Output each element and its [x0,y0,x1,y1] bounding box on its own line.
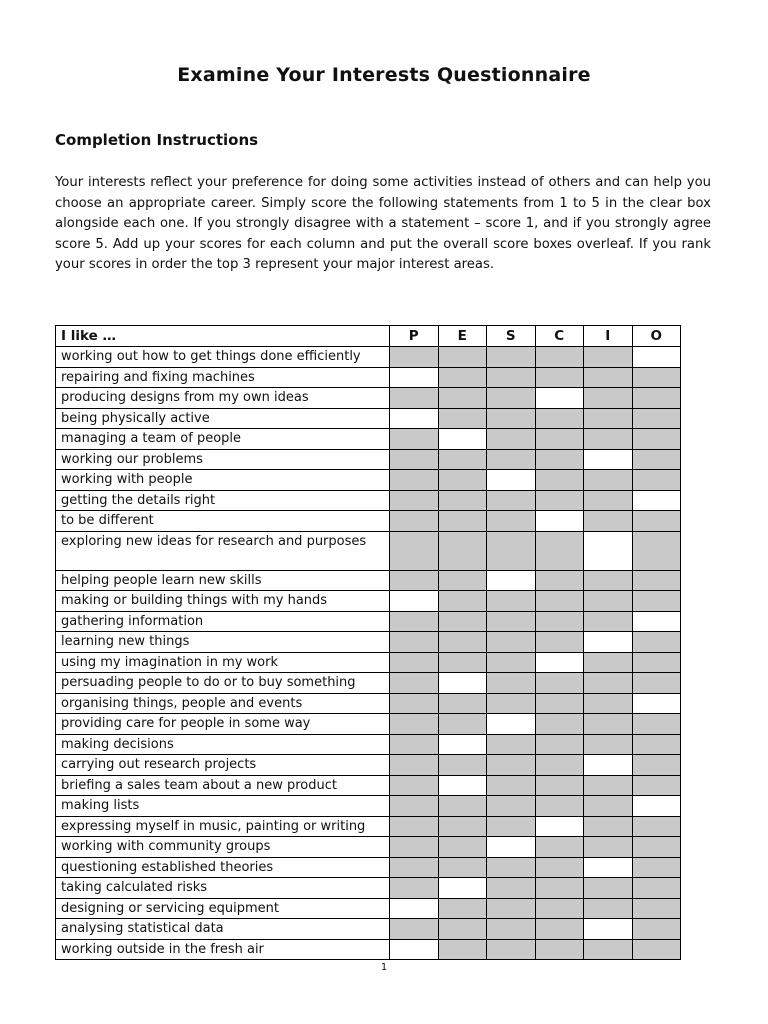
shaded-box-o [632,919,681,940]
shaded-box-c [535,408,584,429]
shaded-box-e [438,939,487,960]
table-row [56,611,681,632]
shaded-box-o [632,878,681,899]
score-box-e[interactable] [438,878,487,899]
shaded-box-s [487,693,536,714]
score-box-o[interactable] [632,693,681,714]
statement-cell: gathering information [56,611,390,632]
statement-cell: making decisions [56,734,390,755]
shaded-box-p [390,490,439,511]
shaded-box-o [632,429,681,450]
score-box-c[interactable] [535,511,584,532]
shaded-box-s [487,775,536,796]
shaded-box-s [487,490,536,511]
shaded-box-c [535,755,584,776]
column-header-p: P [390,326,439,347]
table-row [56,591,681,612]
statement-cell: learning new things [56,632,390,653]
score-box-i[interactable] [584,531,633,570]
statement-cell: providing care for people in some way [56,714,390,735]
shaded-box-c [535,919,584,940]
shaded-box-p [390,632,439,653]
score-box-c[interactable] [535,816,584,837]
shaded-box-c [535,367,584,388]
statement-cell: persuading people to do or to buy something [56,673,390,694]
instructions-heading: Completion Instructions [55,131,259,149]
shaded-box-o [632,898,681,919]
shaded-box-p [390,570,439,591]
shaded-box-s [487,857,536,878]
shaded-box-s [487,531,536,570]
shaded-box-i [584,511,633,532]
table-body [56,347,681,960]
column-header-e: E [438,326,487,347]
shaded-box-p [390,470,439,491]
score-box-s[interactable] [487,714,536,735]
statement-cell: exploring new ideas for research and purposes [56,531,390,570]
shaded-box-i [584,591,633,612]
score-box-p[interactable] [390,898,439,919]
statement-cell: working with people [56,470,390,491]
shaded-box-o [632,652,681,673]
shaded-box-e [438,449,487,470]
score-box-c[interactable] [535,652,584,673]
shaded-box-p [390,693,439,714]
shaded-box-i [584,898,633,919]
statement-cell: working our problems [56,449,390,470]
shaded-box-p [390,449,439,470]
shaded-box-c [535,347,584,368]
shaded-box-c [535,714,584,735]
shaded-box-i [584,939,633,960]
shaded-box-o [632,531,681,570]
table-row [56,734,681,755]
shaded-box-o [632,408,681,429]
table-row [56,531,681,570]
score-box-i[interactable] [584,449,633,470]
shaded-box-e [438,632,487,653]
shaded-box-e [438,714,487,735]
score-box-s[interactable] [487,470,536,491]
column-header-o: O [632,326,681,347]
shaded-box-e [438,611,487,632]
shaded-box-s [487,347,536,368]
statement-cell: to be different [56,511,390,532]
instructions-text: Your interests reflect your preference for doing some activities instead of others and can help you choose an appropriate career. Simply score the following statements from 1 to 5 in the clear box alongside each one. If you strongly disagree with a statement – score 1, and if you strongly agree score 5. Add up your scores for each column and put the overall score boxes overleaf. If you rank your scores in order the top 3 represent your major interest areas. [55,175,711,273]
shaded-box-o [632,591,681,612]
statement-cell: helping people learn new skills [56,570,390,591]
shaded-box-e [438,511,487,532]
shaded-box-c [535,429,584,450]
statement-cell: organising things, people and events [56,693,390,714]
shaded-box-e [438,347,487,368]
shaded-box-o [632,734,681,755]
shaded-box-s [487,388,536,409]
shaded-box-p [390,816,439,837]
shaded-box-i [584,796,633,817]
shaded-box-c [535,570,584,591]
statement-cell: taking calculated risks [56,878,390,899]
shaded-box-s [487,591,536,612]
statement-cell: making or building things with my hands [56,591,390,612]
shaded-box-o [632,511,681,532]
shaded-box-s [487,919,536,940]
statement-cell: designing or servicing equipment [56,898,390,919]
score-box-o[interactable] [632,611,681,632]
column-header-c: C [535,326,584,347]
score-box-p[interactable] [390,367,439,388]
table-row [56,796,681,817]
table-row [56,693,681,714]
shaded-box-c [535,591,584,612]
shaded-box-c [535,673,584,694]
shaded-box-e [438,857,487,878]
shaded-box-i [584,878,633,899]
score-box-p[interactable] [390,408,439,429]
score-box-p[interactable] [390,939,439,960]
score-box-e[interactable] [438,734,487,755]
statement-cell: briefing a sales team about a new product [56,775,390,796]
shaded-box-s [487,511,536,532]
shaded-box-e [438,796,487,817]
table-header-row [56,326,681,347]
shaded-box-p [390,531,439,570]
score-box-i[interactable] [584,755,633,776]
shaded-box-e [438,367,487,388]
shaded-box-p [390,714,439,735]
shaded-box-p [390,919,439,940]
shaded-box-i [584,429,633,450]
shaded-box-c [535,878,584,899]
table-row [56,939,681,960]
table-row [56,470,681,491]
shaded-box-p [390,652,439,673]
score-box-p[interactable] [390,591,439,612]
table-row [56,449,681,470]
shaded-box-e [438,591,487,612]
shaded-box-e [438,816,487,837]
shaded-box-c [535,898,584,919]
statement-column-header: I like … [56,326,390,347]
score-box-i[interactable] [584,632,633,653]
score-box-o[interactable] [632,796,681,817]
statement-cell: getting the details right [56,490,390,511]
shaded-box-c [535,775,584,796]
shaded-box-o [632,837,681,858]
shaded-box-c [535,734,584,755]
shaded-box-s [487,632,536,653]
shaded-box-e [438,470,487,491]
table-row [56,857,681,878]
shaded-box-i [584,673,633,694]
statement-cell: being physically active [56,408,390,429]
shaded-box-i [584,470,633,491]
score-box-e[interactable] [438,775,487,796]
score-box-o[interactable] [632,347,681,368]
table-row [56,347,681,368]
table-row [56,919,681,940]
shaded-box-e [438,898,487,919]
statement-cell: questioning established theories [56,857,390,878]
shaded-box-p [390,511,439,532]
shaded-box-i [584,490,633,511]
shaded-box-s [487,611,536,632]
table-row [56,429,681,450]
shaded-box-o [632,367,681,388]
statement-cell: working out how to get things done efficiently [56,347,390,368]
shaded-box-i [584,408,633,429]
score-box-s[interactable] [487,570,536,591]
shaded-box-i [584,734,633,755]
score-box-i[interactable] [584,919,633,940]
shaded-box-i [584,652,633,673]
shaded-box-o [632,388,681,409]
shaded-box-i [584,693,633,714]
shaded-box-c [535,939,584,960]
shaded-box-i [584,570,633,591]
table-row [56,673,681,694]
table-row [56,490,681,511]
statement-cell: managing a team of people [56,429,390,450]
statement-cell: carrying out research projects [56,755,390,776]
shaded-box-p [390,611,439,632]
statement-cell: working outside in the fresh air [56,939,390,960]
table-row [56,714,681,735]
score-box-s[interactable] [487,837,536,858]
shaded-box-o [632,775,681,796]
shaded-box-o [632,714,681,735]
statement-cell: making lists [56,796,390,817]
shaded-box-e [438,490,487,511]
table-row [56,367,681,388]
shaded-box-p [390,673,439,694]
table-row [56,632,681,653]
shaded-box-o [632,449,681,470]
shaded-box-o [632,939,681,960]
table-row [56,837,681,858]
shaded-box-i [584,388,633,409]
statement-cell: working with community groups [56,837,390,858]
shaded-box-o [632,470,681,491]
shaded-box-s [487,816,536,837]
shaded-box-s [487,449,536,470]
shaded-box-i [584,367,633,388]
shaded-box-c [535,837,584,858]
shaded-box-p [390,347,439,368]
shaded-box-s [487,734,536,755]
shaded-box-e [438,693,487,714]
score-box-o[interactable] [632,490,681,511]
shaded-box-c [535,693,584,714]
shaded-box-s [487,408,536,429]
shaded-box-i [584,837,633,858]
shaded-box-c [535,857,584,878]
table-row [56,570,681,591]
shaded-box-c [535,632,584,653]
shaded-box-s [487,898,536,919]
score-box-i[interactable] [584,857,633,878]
shaded-box-e [438,652,487,673]
interests-table [55,325,681,960]
shaded-box-s [487,755,536,776]
shaded-box-c [535,490,584,511]
statement-cell: using my imagination in my work [56,652,390,673]
shaded-box-e [438,531,487,570]
shaded-box-e [438,837,487,858]
column-header-s: S [487,326,536,347]
shaded-box-s [487,796,536,817]
statement-cell: expressing myself in music, painting or writing [56,816,390,837]
score-box-e[interactable] [438,673,487,694]
shaded-box-i [584,714,633,735]
score-box-e[interactable] [438,429,487,450]
shaded-box-c [535,470,584,491]
shaded-box-o [632,632,681,653]
page-title: Examine Your Interests Questionnaire [177,64,591,86]
shaded-box-e [438,570,487,591]
shaded-box-i [584,611,633,632]
shaded-box-p [390,837,439,858]
shaded-box-c [535,611,584,632]
shaded-box-o [632,755,681,776]
table-row [56,755,681,776]
shaded-box-p [390,775,439,796]
shaded-box-e [438,408,487,429]
table-row [56,816,681,837]
shaded-box-p [390,734,439,755]
table-row [56,898,681,919]
shaded-box-o [632,570,681,591]
shaded-box-s [487,673,536,694]
shaded-box-e [438,388,487,409]
shaded-box-o [632,857,681,878]
shaded-box-p [390,878,439,899]
score-box-c[interactable] [535,388,584,409]
shaded-box-s [487,429,536,450]
shaded-box-i [584,347,633,368]
table-row [56,775,681,796]
shaded-box-i [584,816,633,837]
shaded-box-e [438,919,487,940]
shaded-box-p [390,388,439,409]
shaded-box-c [535,531,584,570]
shaded-box-p [390,796,439,817]
column-header-i: I [584,326,633,347]
shaded-box-e [438,755,487,776]
table-row [56,511,681,532]
table-row [56,408,681,429]
table-row [56,652,681,673]
shaded-box-c [535,449,584,470]
shaded-box-p [390,755,439,776]
shaded-box-p [390,429,439,450]
page-number: 1 [380,962,388,973]
shaded-box-s [487,878,536,899]
table-row [56,388,681,409]
shaded-box-s [487,939,536,960]
statement-cell: producing designs from my own ideas [56,388,390,409]
statement-cell: repairing and fixing machines [56,367,390,388]
shaded-box-c [535,796,584,817]
shaded-box-s [487,652,536,673]
shaded-box-p [390,857,439,878]
shaded-box-i [584,775,633,796]
statement-cell: analysing statistical data [56,919,390,940]
shaded-box-s [487,367,536,388]
shaded-box-o [632,673,681,694]
table-row [56,878,681,899]
shaded-box-o [632,816,681,837]
